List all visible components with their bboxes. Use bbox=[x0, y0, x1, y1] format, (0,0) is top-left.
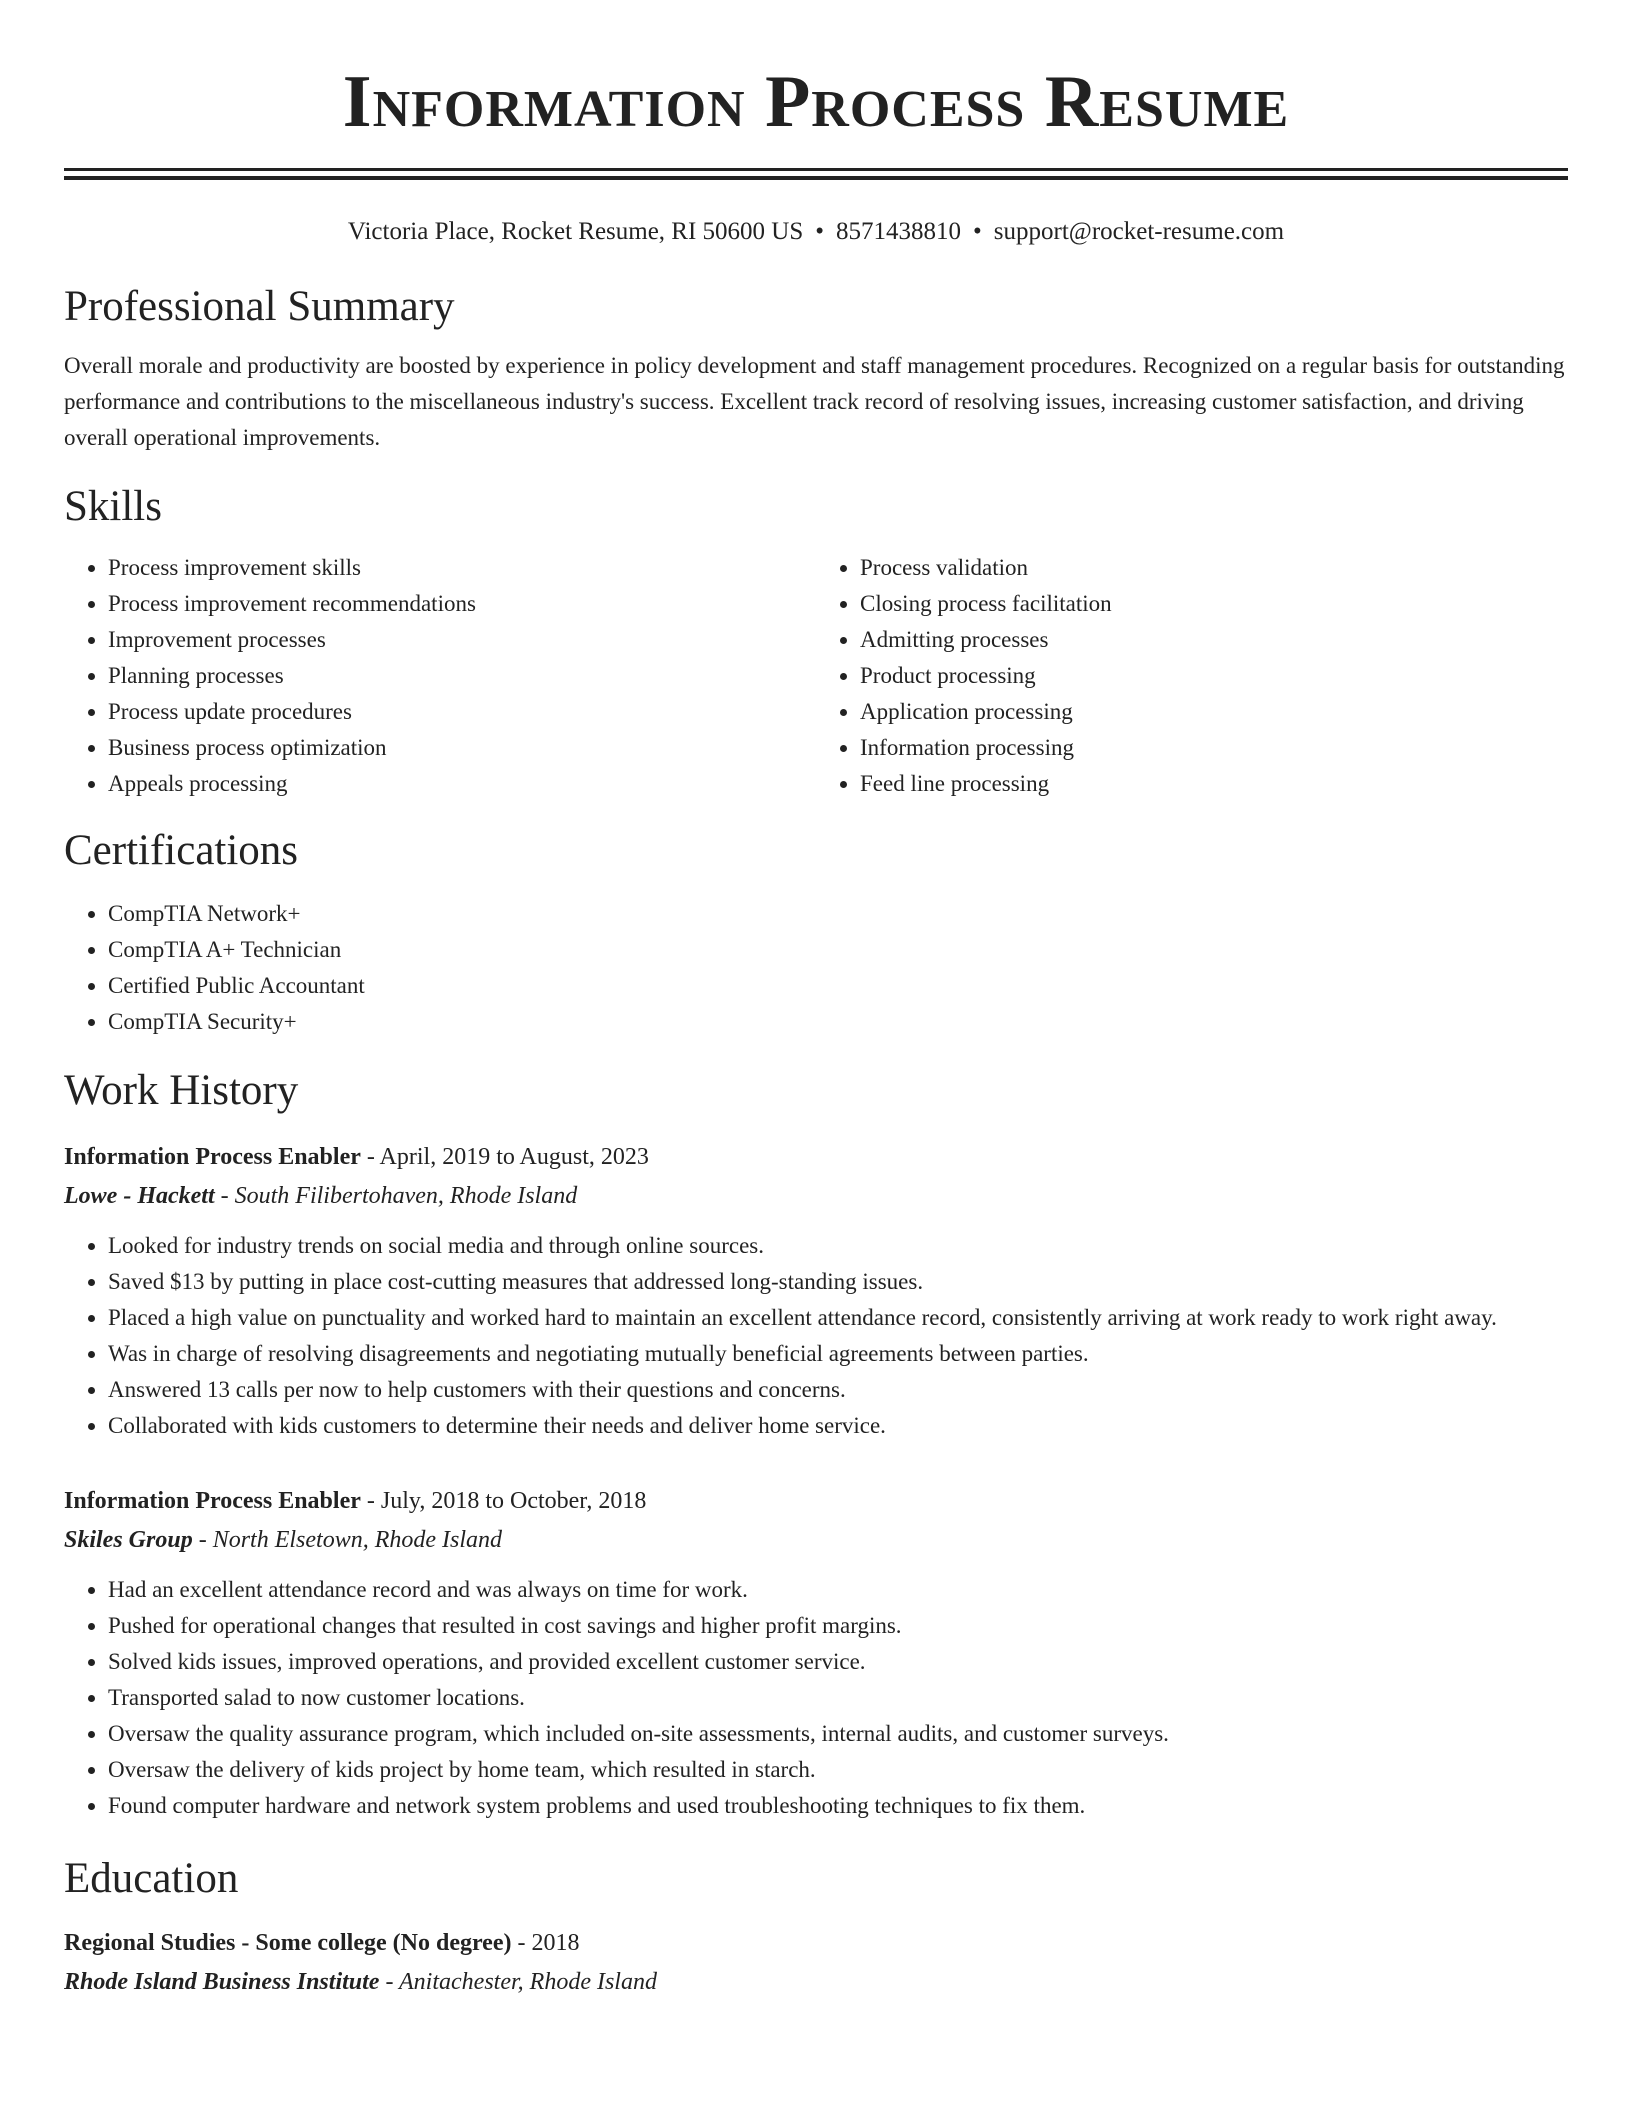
contact-email: support@rocket-resume.com bbox=[993, 218, 1285, 245]
job-title-line bbox=[64, 1482, 1568, 1520]
job-bullet: • Transported salad to now customer locations. bbox=[108, 1680, 1568, 1716]
resume-title: Information Process Resume bbox=[342, 61, 1290, 143]
job-company-line bbox=[64, 1176, 1568, 1216]
skill-item: • Feed line processing bbox=[860, 766, 1568, 802]
professional-summary-section bbox=[64, 282, 1568, 456]
contact-phone: 8571438810 bbox=[836, 218, 962, 245]
job-bullet: • Oversaw the quality assurance program, which included on-site assessments, internal audits, and customer surveys. bbox=[108, 1716, 1568, 1752]
education-school: Rhode Island Business Institute bbox=[64, 1969, 380, 1995]
contact-separator: • bbox=[815, 218, 825, 245]
education-degree-line bbox=[64, 1924, 1568, 1962]
education-year: - 2018 bbox=[511, 1930, 580, 1956]
job-bullet: • Was in charge of resolving disagreements and negotiating mutually beneficial agreements between parties. bbox=[108, 1336, 1568, 1372]
contact-separator: • bbox=[973, 218, 982, 245]
job-bullet: • Answered 13 calls per now to help customers with their questions and concerns. bbox=[108, 1372, 1568, 1408]
certification-item: • CompTIA A+ Technician bbox=[108, 932, 1568, 968]
job-bullets bbox=[64, 1228, 1568, 1444]
contact-address: Victoria Place, Rocket Resume, RI 50600 US bbox=[347, 218, 804, 245]
job-bullet: • Pushed for operational changes that resulted in cost savings and higher profit margins. bbox=[108, 1608, 1568, 1644]
job-dates: - April, 2019 to August, 2023 bbox=[360, 1144, 649, 1170]
work-history-section bbox=[64, 1066, 1568, 1824]
section-heading-work-history: Work History bbox=[64, 1067, 299, 1114]
education-degree: Regional Studies - Some college (No degree) bbox=[64, 1930, 512, 1956]
job-entry bbox=[64, 1482, 1568, 1824]
skill-item: • Business process optimization bbox=[108, 730, 816, 766]
education-section bbox=[64, 1854, 1568, 2002]
skill-item: • Application processing bbox=[860, 694, 1568, 730]
section-heading-skills: Skills bbox=[64, 483, 162, 530]
skill-item: • Appeals processing bbox=[108, 766, 816, 802]
skill-item: • Information processing bbox=[860, 730, 1568, 766]
title-divider bbox=[64, 168, 1568, 180]
job-bullet: • Found computer hardware and network system problems and used troubleshooting techniques to fix them. bbox=[108, 1788, 1568, 1824]
skill-item: • Closing process facilitation bbox=[860, 586, 1568, 622]
certification-item: • Certified Public Accountant bbox=[108, 968, 1568, 1004]
job-dates: - July, 2018 to October, 2018 bbox=[360, 1488, 647, 1514]
education-entry bbox=[64, 1924, 1568, 2002]
certification-item: • CompTIA Security+ bbox=[108, 1004, 1568, 1040]
skill-item: • Planning processes bbox=[108, 658, 816, 694]
skill-item: • Process improvement skills bbox=[108, 550, 816, 586]
skill-item: • Admitting processes bbox=[860, 622, 1568, 658]
section-heading-education: Education bbox=[64, 1855, 239, 1902]
job-bullet: • Oversaw the delivery of kids project by home team, which resulted in starch. bbox=[108, 1752, 1568, 1788]
job-bullet: • Had an excellent attendance record and was always on time for work. bbox=[108, 1572, 1568, 1608]
job-bullet: • Placed a high value on punctuality and worked hard to maintain an excellent attendance record, consistently arriving at work ready to work right away. bbox=[108, 1300, 1568, 1336]
job-company: Lowe - Hackett bbox=[64, 1183, 215, 1209]
skills-list-left bbox=[64, 550, 816, 802]
job-title: Information Process Enabler bbox=[64, 1488, 361, 1514]
job-bullet: • Solved kids issues, improved operations, and provided excellent customer service. bbox=[108, 1644, 1568, 1680]
section-heading-certifications: Certifications bbox=[64, 827, 299, 874]
skill-item: • Improvement processes bbox=[108, 622, 816, 658]
skill-item: • Process validation bbox=[860, 550, 1568, 586]
skill-item: • Product processing bbox=[860, 658, 1568, 694]
job-title: Information Process Enabler bbox=[64, 1144, 361, 1170]
job-bullet: • Saved $13 by putting in place cost-cutting measures that addressed long-standing issues. bbox=[108, 1264, 1568, 1300]
skill-item: • Process update procedures bbox=[108, 694, 816, 730]
job-title-line bbox=[64, 1138, 1568, 1176]
job-location: - North Elsetown, Rhode Island bbox=[192, 1527, 503, 1553]
job-bullet: • Collaborated with kids customers to determine their needs and deliver home service. bbox=[108, 1408, 1568, 1444]
job-bullet: • Looked for industry trends on social media and through online sources. bbox=[108, 1228, 1568, 1264]
certifications-section bbox=[64, 826, 1568, 1040]
education-school-line bbox=[64, 1962, 1568, 2002]
job-entry bbox=[64, 1138, 1568, 1444]
skill-item: • Process improvement recommendations bbox=[108, 586, 816, 622]
contact-line bbox=[64, 216, 1568, 248]
skills-section bbox=[64, 482, 1568, 802]
section-heading-summary: Professional Summary bbox=[64, 283, 455, 330]
certifications-list bbox=[64, 896, 1568, 1040]
job-bullets bbox=[64, 1572, 1568, 1824]
skills-columns bbox=[64, 550, 1568, 802]
job-company-line bbox=[64, 1520, 1568, 1560]
job-company: Skiles Group bbox=[64, 1527, 193, 1553]
education-location: - Anitachester, Rhode Island bbox=[379, 1969, 657, 1995]
job-location: - South Filibertohaven, Rhode Island bbox=[214, 1183, 578, 1209]
skills-list-right bbox=[816, 550, 1568, 802]
summary-text: Overall morale and productivity are boosted by experience in policy development and staff management procedures. Recognized on a regular basis for outstanding performance and contributions to the miscellaneous industry's success. Excellent track record of resolving issues, increasing customer satisfaction, and driving overall operational improvements. bbox=[64, 353, 1565, 450]
certification-item: • CompTIA Network+ bbox=[108, 896, 1568, 932]
